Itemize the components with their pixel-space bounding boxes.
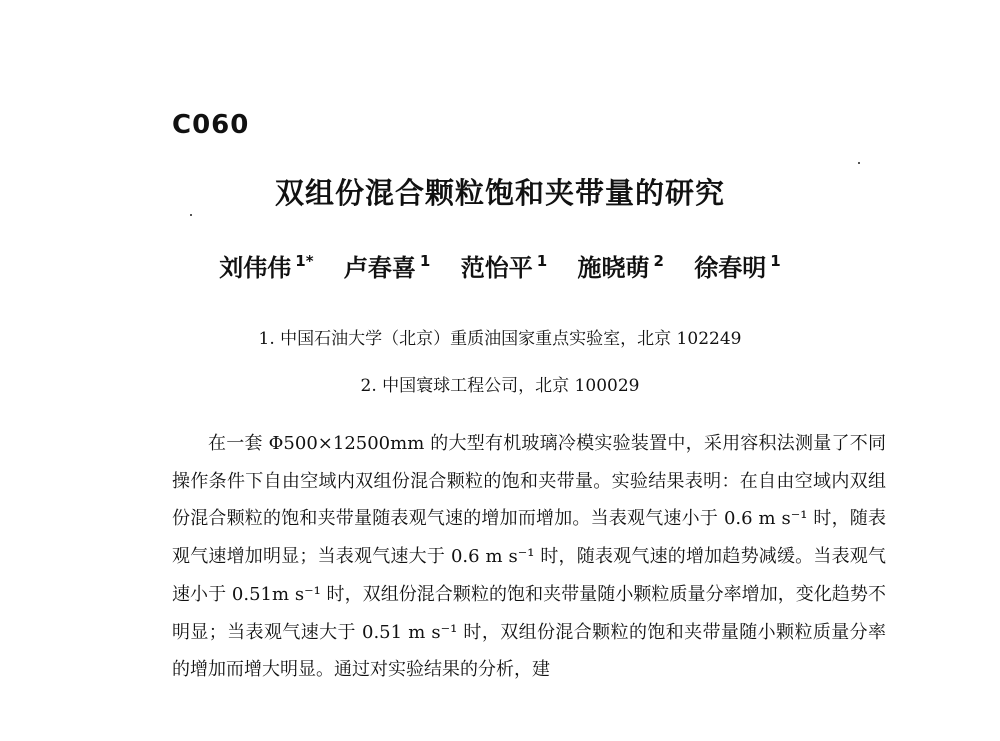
author-name: 施晓萌 [577, 254, 650, 282]
author [694, 248, 780, 283]
author [344, 248, 430, 283]
author [578, 248, 664, 283]
scan-speck [190, 214, 192, 216]
paper-code: C060 [172, 110, 250, 140]
abstract-body: 在一套 Φ500×12500mm 的大型有机玻璃冷模实验装置中，采用容积法测量了不同操作条件下自由空域内双组份混合颗粒的饱和夹带量。实验结果表明：在自由空域内双组份混合颗粒的饱和夹带量随表观气速的增加而增加。当表观气速小于 0.6 m s⁻¹ 时，随表观气速增加明显；当表观气速大于 0.6 m s⁻¹ 时，随表观气速的增加趋势减缓。当表观气速小于 0.51m s⁻¹ 时，双组份混合颗粒的饱和夹带量随小颗粒质量分率增加，变化趋势不明显；当表观气速大于 0.51 m s⁻¹ 时，双组份混合颗粒的饱和夹带量随小颗粒质量分率的增加而增大明显。通过对实验结果的分析，建 [172, 433, 886, 681]
author-affiliation-mark: 2 [653, 252, 664, 270]
author-name: 卢春喜 [343, 254, 416, 282]
affiliation-1: 1. 中国石油大学（北京）重质油国家重点实验室，北京 102249 [258, 329, 742, 349]
author [219, 248, 313, 283]
author-name: 范怡平 [460, 254, 533, 282]
author-name: 徐春明 [694, 254, 767, 282]
author-affiliation-mark: 1 [770, 252, 781, 270]
paper-title: 双组份混合颗粒饱和夹带量的研究 [274, 176, 725, 210]
author-affiliation-mark: 1* [295, 252, 314, 270]
affiliation-2: 2. 中国寰球工程公司，北京 100029 [360, 376, 640, 396]
author [461, 248, 547, 283]
author-affiliation-mark: 1 [419, 252, 431, 270]
author-list [0, 248, 1000, 283]
author-affiliation-mark: 1 [536, 252, 548, 270]
author-name: 刘伟伟 [219, 254, 292, 282]
scan-speck [858, 162, 860, 164]
